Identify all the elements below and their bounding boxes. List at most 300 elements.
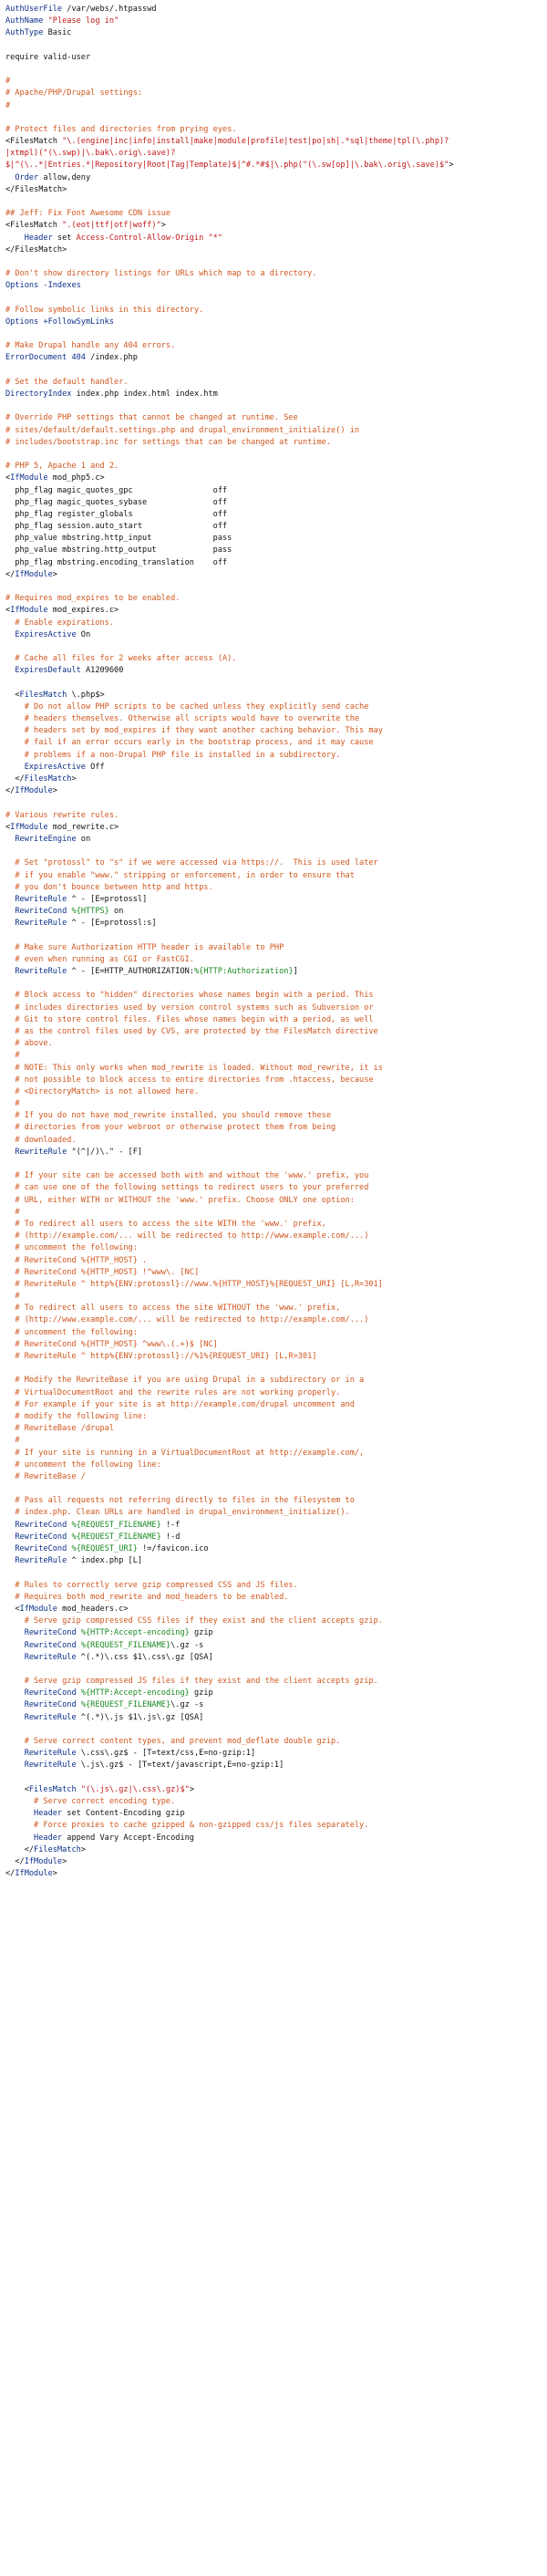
code-line — [5, 690, 542, 701]
code-line — [5, 966, 542, 978]
code-line — [5, 1387, 542, 1399]
code-line — [5, 27, 542, 39]
code-line — [5, 1448, 542, 1459]
comment-text: # RewriteCond %{HTTP_HOST} . — [5, 1255, 148, 1265]
code-line — [5, 797, 542, 809]
code-line — [5, 978, 542, 990]
code-line — [5, 1399, 542, 1411]
code-text — [5, 919, 15, 928]
code-line — [5, 509, 542, 521]
code-line — [5, 1796, 542, 1808]
directive-token: IfModule — [10, 473, 48, 483]
code-line — [5, 449, 542, 461]
code-text — [5, 1700, 25, 1709]
code-text — [5, 173, 15, 182]
code-text: </ — [5, 786, 15, 796]
code-text: < — [5, 690, 20, 700]
comment-text: # Block access to "hidden" directories whose names begin with a period. This — [5, 991, 374, 1001]
code-text: gzip — [189, 1628, 213, 1638]
comment-text: # directories from your webroot or otherwise protect them from being — [5, 1123, 336, 1133]
comment-text: # Force proxies to cache gzipped & non-gzipped css/js files separately. — [5, 1821, 369, 1831]
directive-token: FilesMatch — [34, 1844, 81, 1854]
directive-token: RewriteCond — [15, 1520, 67, 1530]
comment-text: # includes/bootstrap.inc for settings that can be changed at runtime. — [5, 437, 331, 447]
directive-token: ExpiresActive — [15, 629, 77, 639]
code-line — [5, 894, 542, 906]
code-line — [5, 256, 542, 268]
code-line — [5, 1627, 542, 1639]
directive-token: ErrorDocument — [5, 353, 67, 363]
code-line — [5, 774, 542, 785]
directive-token: -Indexes — [43, 281, 81, 291]
code-line — [5, 1423, 542, 1435]
code-line — [5, 328, 542, 340]
directive-token: RewriteRule — [15, 1556, 67, 1566]
comment-text: # Rules to correctly serve gzip compressed CSS and JS files. — [5, 1580, 298, 1590]
code-text: Off — [85, 762, 105, 772]
directive-token: RewriteCond — [15, 907, 67, 917]
code-line — [5, 737, 542, 749]
comment-text: # above. — [5, 1039, 53, 1049]
code-text — [5, 907, 15, 916]
code-line — [5, 713, 542, 725]
code-text: mod_php5.c> — [47, 473, 105, 483]
code-line — [5, 1135, 542, 1147]
comment-text: # To redirect all users to access the site WITH the 'www.' prefix, — [5, 1219, 326, 1229]
code-line — [5, 1242, 542, 1254]
directive-token: ExpiresDefault — [15, 666, 81, 676]
string-token: "Please log in" — [47, 16, 119, 26]
code-line — [5, 136, 542, 148]
code-line — [5, 1784, 542, 1796]
code-line — [5, 1002, 542, 1014]
code-text: ^(.*)\.js $1\.js\.gz [QSA] — [76, 1712, 204, 1722]
code-text — [5, 1688, 25, 1698]
code-line — [5, 1833, 542, 1844]
code-line — [5, 1122, 542, 1134]
code-text — [5, 630, 15, 639]
variable-token: %{HTTP:Accept-encoding} — [80, 1688, 190, 1698]
code-line — [5, 1760, 542, 1771]
directive-token: RewriteCond — [24, 1628, 77, 1638]
code-line — [5, 1158, 542, 1170]
code-text: </ — [5, 1869, 15, 1879]
code-line — [5, 1411, 542, 1423]
code-text — [5, 967, 15, 976]
comment-text: # — [5, 100, 11, 110]
code-line — [5, 4, 542, 16]
code-text: !-f — [160, 1520, 181, 1530]
code-line — [5, 906, 542, 918]
code-line — [5, 1363, 542, 1375]
comment-text: # Override PHP settings that cannot be changed at runtime. See — [5, 413, 298, 423]
code-text: On — [76, 629, 91, 639]
code-line — [5, 365, 542, 377]
comment-text: # — [5, 1099, 20, 1109]
variable-token: %{REQUEST_URI} — [71, 1544, 138, 1553]
code-line — [5, 1820, 542, 1832]
code-line — [5, 1026, 542, 1038]
comment-text: # Requires mod_expires to be enabled. — [5, 594, 181, 604]
code-line — [5, 1748, 542, 1760]
comment-text: # as the control files used by CVS, are protected by the FilesMatch directive — [5, 1026, 378, 1036]
code-line — [5, 196, 542, 208]
code-text: \.gz -s — [170, 1700, 204, 1710]
code-text — [5, 1556, 15, 1565]
code-text: </FilesMatch> — [5, 184, 67, 194]
code-line — [5, 1520, 542, 1532]
comment-text: # — [5, 1292, 20, 1302]
code-line — [5, 1808, 542, 1820]
code-line — [5, 750, 542, 762]
comment-text: # you don't bounce between http and https. — [5, 882, 213, 892]
comment-text: # If your site is running in a VirtualDocumentRoot at http://example.com/, — [5, 1448, 365, 1458]
comment-text: # For example if your site is at http://example.com/drupal uncomment and — [5, 1399, 355, 1409]
code-text — [5, 1761, 25, 1770]
code-line — [5, 846, 542, 857]
directive-token: AuthName — [5, 16, 44, 26]
comment-text: # — [5, 1207, 20, 1217]
comment-text: # — [5, 77, 11, 87]
code-text — [5, 666, 15, 675]
code-line — [5, 112, 542, 124]
code-line — [5, 725, 542, 737]
code-text — [5, 1148, 15, 1157]
directive-token: Header — [34, 1833, 63, 1843]
code-line — [5, 148, 542, 160]
code-line — [5, 1555, 542, 1567]
code-line — [5, 810, 542, 822]
code-line — [5, 641, 542, 653]
comment-text: # If your site can be accessed both with and without the 'www.' prefix, you — [5, 1171, 369, 1181]
code-line — [5, 1724, 542, 1736]
directive-token: RewriteRule — [15, 894, 67, 904]
code-line — [5, 1736, 542, 1748]
code-line — [5, 184, 542, 196]
comment-text: # uncomment the following: — [5, 1243, 138, 1253]
variable-token: %{REQUEST_FILENAME} — [71, 1520, 161, 1530]
code-text — [5, 234, 25, 243]
code-text: < — [5, 1604, 20, 1614]
comment-text: # VirtualDocumentRoot and the rewrite rules are not working properly. — [5, 1387, 341, 1397]
code-text: on — [76, 834, 91, 844]
directive-token: IfModule — [10, 606, 48, 616]
code-line — [5, 317, 542, 328]
directive-token: AuthUserFile — [5, 5, 63, 14]
code-line — [5, 1844, 542, 1856]
code-line — [5, 1868, 542, 1880]
code-text — [5, 1521, 15, 1530]
code-text — [5, 1544, 15, 1553]
code-text — [5, 835, 15, 844]
string-token: $|^(\..*|Entries.*|Repository|Root|Tag|Template)$|^#.*#$|\.php("(\.sw[op]|\.bak\.orig\.save)$" — [5, 161, 449, 171]
code-text: mod_rewrite.c> — [47, 822, 119, 832]
directive-token: IfModule — [24, 1856, 63, 1866]
comment-text: # NOTE: This only works when mod_rewrite is loaded. Without mod_rewrite, it is — [5, 1063, 383, 1073]
code-line — [5, 352, 542, 364]
code-text: !=/favicon.ico — [137, 1544, 209, 1553]
code-text — [5, 895, 15, 904]
code-text: ^ index.php [L] — [67, 1556, 143, 1566]
code-line — [5, 653, 542, 665]
directive-token: RewriteCond — [24, 1688, 77, 1698]
variable-token: %{HTTPS} — [71, 907, 109, 917]
directive-token: IfModule — [15, 1869, 53, 1879]
code-line — [5, 1699, 542, 1711]
code-line — [5, 954, 542, 966]
code-line — [5, 942, 542, 954]
comment-text: # RewriteCond %{HTTP_HOST} !^www\. [NC] — [5, 1267, 200, 1277]
code-line — [5, 762, 542, 774]
comment-text: # sites/default/default.settings.php and drupal_environment_initialize() in — [5, 425, 360, 435]
code-line — [5, 425, 542, 437]
code-line — [5, 629, 542, 641]
code-text: ^ - [E=HTTP_AUTHORIZATION: — [67, 967, 194, 976]
code-text: /var/webs/.htpasswd — [62, 5, 157, 14]
code-line — [5, 1147, 542, 1158]
code-text: <FilesMatch — [5, 137, 63, 147]
comment-text: # (http://www.example.com/... will be redirected to http://example.com/...) — [5, 1315, 369, 1325]
code-text: !-d — [160, 1532, 181, 1542]
code-line — [5, 1207, 542, 1219]
comment-text: # (http://example.com/... will be redirected to http://www.example.com/...) — [5, 1231, 369, 1241]
code-line — [5, 208, 542, 220]
code-line — [5, 545, 542, 556]
code-line — [5, 581, 542, 593]
code-line — [5, 40, 542, 52]
directive-token: AuthType — [5, 28, 44, 38]
comment-text: # URL, either WITH or WITHOUT the 'www.' prefix. Choose ONLY one option: — [5, 1195, 355, 1205]
code-text — [5, 1833, 34, 1843]
comment-text: # Protect files and directories from prying eyes. — [5, 124, 237, 134]
code-line — [5, 1615, 542, 1627]
code-text: < — [5, 473, 11, 483]
code-line — [5, 400, 542, 412]
comment-text: # Serve correct content types, and prevent mod_deflate double gzip. — [5, 1737, 341, 1746]
comment-text: # uncomment the following line: — [5, 1459, 161, 1470]
code-text: ] — [293, 967, 298, 976]
comment-text: # can use one of the following settings to redirect users to your preferred — [5, 1183, 369, 1193]
code-line — [5, 990, 542, 1002]
code-text: php_flag mbstring.encoding_translation off — [5, 557, 228, 567]
code-text: </ — [5, 774, 25, 784]
code-line — [5, 593, 542, 605]
comment-text: # index.php. Clean URLs are handled in drupal_environment_initialize(). — [5, 1508, 350, 1518]
directive-token: RewriteCond — [24, 1700, 77, 1710]
comment-text: # Make sure Authorization HTTP header is available to PHP — [5, 942, 284, 952]
code-line — [5, 557, 542, 569]
variable-token: %{REQUEST_FILENAME} — [80, 1700, 171, 1710]
code-line — [5, 160, 542, 171]
code-line — [5, 172, 542, 184]
code-line — [5, 293, 542, 305]
code-line — [5, 822, 542, 834]
code-text: A1209600 — [80, 666, 124, 676]
directive-token: Order — [15, 172, 39, 182]
code-line — [5, 485, 542, 497]
code-line — [5, 1688, 542, 1699]
code-line — [5, 569, 542, 581]
code-text: < — [5, 606, 11, 616]
code-line — [5, 280, 542, 292]
comment-text: # Cache all files for 2 weeks after access (A). — [5, 654, 237, 664]
code-text: php_value mbstring.http_input pass — [5, 534, 232, 544]
directive-token: Options — [5, 281, 39, 291]
code-line — [5, 1231, 542, 1242]
code-line — [5, 1507, 542, 1519]
code-text: \.gz -s — [170, 1640, 204, 1650]
directive-token: Header — [24, 233, 53, 243]
directive-token: RewriteCond — [15, 1544, 67, 1553]
code-line — [5, 1435, 542, 1447]
code-line — [5, 1772, 542, 1784]
code-line — [5, 834, 542, 846]
code-text: require valid-user — [5, 52, 91, 62]
code-line — [5, 1098, 542, 1110]
code-text: </FilesMatch> — [5, 244, 67, 254]
code-text: > — [62, 1856, 67, 1866]
code-line — [5, 1255, 542, 1267]
code-line — [5, 1075, 542, 1086]
code-line — [5, 618, 542, 629]
code-text: "(^|/)\." - [F] — [67, 1147, 143, 1157]
code-text — [5, 1749, 25, 1758]
directive-token: FilesMatch — [28, 1784, 77, 1794]
code-line — [5, 1086, 542, 1098]
code-line — [5, 64, 542, 76]
comment-text: ## Jeff: Fix Font Awesome CDN issue — [5, 209, 171, 219]
comment-text: # if you enable "www." stripping or enforcement, in order to ensure that — [5, 870, 355, 880]
code-text — [5, 763, 25, 772]
code-line — [5, 1110, 542, 1122]
directive-token: ExpiresActive — [24, 762, 86, 772]
code-line — [5, 1182, 542, 1194]
code-text: > — [52, 1869, 57, 1879]
code-text: \.php$> — [67, 690, 105, 700]
code-line — [5, 1303, 542, 1314]
comment-text: # Follow symbolic links in this directory. — [5, 305, 204, 315]
comment-text: # Set the default handler. — [5, 377, 129, 387]
comment-text: # To redirect all users to access the site WITHOUT the 'www.' prefix, — [5, 1304, 341, 1314]
string-token: Access-Control-Allow-Origin "*" — [76, 233, 223, 243]
comment-text: # Serve correct encoding type. — [5, 1796, 176, 1806]
directive-token: FilesMatch — [24, 774, 72, 784]
code-line — [5, 1567, 542, 1579]
code-text: </ — [5, 1844, 35, 1854]
code-text: php_value mbstring.http_output pass — [5, 545, 232, 556]
directive-token: RewriteRule — [24, 1749, 77, 1759]
code-line — [5, 233, 542, 244]
code-line — [5, 16, 542, 27]
code-text: mod_expires.c> — [47, 606, 119, 616]
code-text — [5, 1628, 25, 1637]
code-line — [5, 785, 542, 797]
code-text: > — [52, 569, 57, 579]
code-line — [5, 244, 542, 256]
directive-token: Options — [5, 317, 39, 327]
code-line — [5, 870, 542, 882]
comment-text: # downloaded. — [5, 1135, 77, 1145]
code-line — [5, 1652, 542, 1664]
code-line — [5, 1267, 542, 1279]
code-text: > — [71, 774, 77, 784]
code-text: ^ - [E=protossl] — [67, 894, 148, 904]
code-line — [5, 1351, 542, 1363]
code-line — [5, 930, 542, 941]
code-line — [5, 1471, 542, 1483]
comment-text: # RewriteRule ^ http%{ENV:protossl}://www.%{HTTP_HOST}%{REQUEST_URI} [L,R=301] — [5, 1279, 383, 1289]
string-token: |xtmpl)("(\.swp)|\.bak\.orig\.save)? — [5, 149, 176, 159]
code-line — [5, 389, 542, 400]
code-line — [5, 1459, 542, 1471]
code-text: < — [5, 1784, 29, 1794]
code-line — [5, 461, 542, 473]
comment-text: # If you do not have mod_rewrite installed, you should remove these — [5, 1111, 331, 1121]
code-line — [5, 857, 542, 869]
comment-text: # Serve gzip compressed CSS files if they exist and the client accepts gzip. — [5, 1616, 383, 1626]
code-line — [5, 1219, 542, 1231]
directive-token: RewriteEngine — [15, 834, 77, 844]
directive-token: RewriteRule — [15, 919, 67, 929]
code-text: > — [189, 1784, 194, 1794]
code-text: set Content-Encoding gzip — [62, 1809, 185, 1819]
comment-text: # Don't show directory listings for URLs which map to a directory. — [5, 269, 317, 279]
code-line — [5, 1314, 542, 1326]
code-line — [5, 88, 542, 99]
code-line — [5, 305, 542, 317]
code-line — [5, 1375, 542, 1387]
comment-text: # Various rewrite rules. — [5, 810, 119, 820]
string-token: "\.(engine|inc|info|install|make|module|profile|test|po|sh|.*sql|theme|tpl(\.php)? — [62, 137, 449, 147]
directive-token: IfModule — [10, 822, 48, 832]
comment-text: # Set "protossl" to "s" if we were accessed via https://. This is used later — [5, 858, 378, 868]
comment-text: # uncomment the following: — [5, 1327, 138, 1337]
code-line — [5, 1014, 542, 1026]
comment-text: # not possible to block access to entire directories from .htaccess, because — [5, 1075, 374, 1085]
code-text — [5, 1532, 15, 1542]
code-line — [5, 1543, 542, 1555]
variable-token: %{HTTP:Accept-encoding} — [80, 1628, 190, 1638]
code-line — [5, 412, 542, 424]
comment-text: # RewriteCond %{HTTP_HOST} ^www\.(.+)$ [NC] — [5, 1339, 218, 1349]
code-text: append Vary Accept-Encoding — [62, 1833, 194, 1843]
comment-text: # Pass all requests not referring directly to files in the filesystem to — [5, 1496, 355, 1506]
comment-text: # Git to store control files. Files whose names begin with a period, as well — [5, 1014, 374, 1024]
comment-text: # — [5, 1436, 20, 1446]
code-line — [5, 1050, 542, 1062]
code-line — [5, 1640, 542, 1652]
code-line — [5, 533, 542, 545]
code-line — [5, 1532, 542, 1543]
code-text: </ — [5, 569, 15, 579]
comment-text: # includes directories used by version control systems such as Subversion or — [5, 1002, 374, 1013]
code-line — [5, 124, 542, 136]
code-text: on — [108, 907, 124, 917]
directive-token: RewriteRule — [15, 967, 67, 976]
string-token: ".(eot|ttf|otf|woff)" — [62, 221, 161, 231]
code-line — [5, 1664, 542, 1676]
code-text: > — [80, 1844, 86, 1854]
directive-token: IfModule — [19, 1604, 57, 1614]
comment-text: # RewriteBase /drupal — [5, 1424, 114, 1434]
comment-text: # Modify the RewriteBase if you are using Drupal in a subdirectory or in a — [5, 1376, 365, 1386]
code-line — [5, 1063, 542, 1075]
directive-token: RewriteRule — [15, 1147, 67, 1157]
code-line — [5, 1327, 542, 1339]
code-text: php_flag register_globals off — [5, 509, 228, 519]
code-line — [5, 1483, 542, 1495]
code-text: index.php index.html index.htm — [71, 390, 218, 399]
